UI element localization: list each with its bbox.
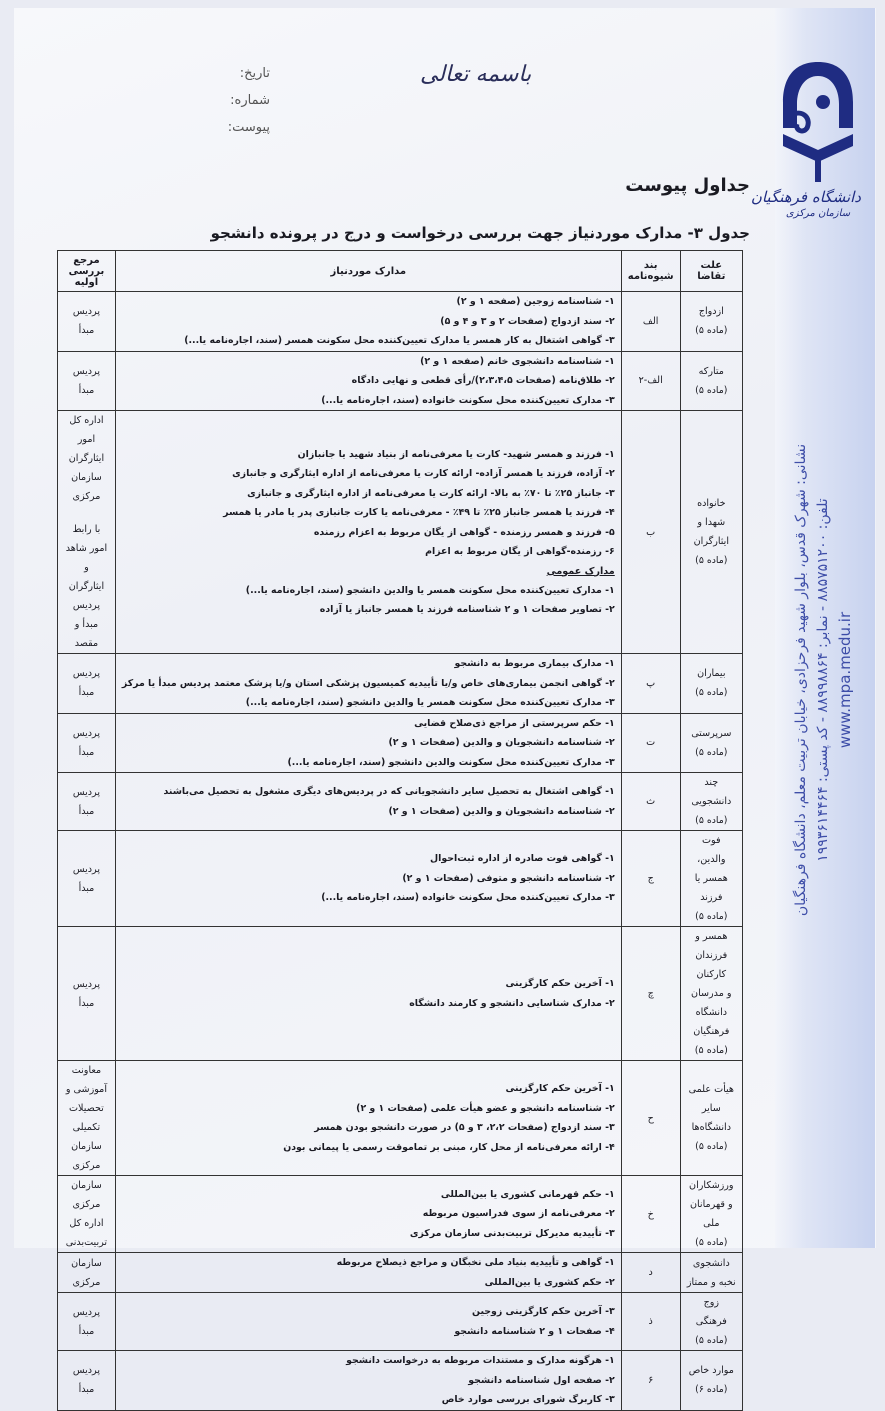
cell-clause: ح: [621, 1061, 680, 1176]
cell-documents: [115, 1351, 621, 1411]
cell-documents: [115, 654, 621, 714]
general-document-item: ۱- مدارک تعیین‌کننده محل سکونت همسر یا والدین دانشجو (سند، اجاره‌نامه یا...): [245, 584, 615, 596]
number-label: شماره:: [230, 93, 270, 108]
article-ref: (ماده ۵): [695, 687, 728, 699]
letter-meta: [190, 60, 270, 141]
table-row: [58, 831, 743, 927]
document-item: ۲- حکم کشوری یا بین‌المللی: [484, 1276, 615, 1288]
cell-reference: [58, 713, 116, 773]
document-item: ۱- حکم سرپرستی از مراجع ذی‌صلاح قضایی: [414, 717, 615, 729]
cause-label: چند دانشجویی: [691, 777, 732, 807]
document-item: ۲- صفحه اول شناسنامه دانشجو: [468, 1374, 615, 1386]
cell-clause: ج: [621, 831, 680, 927]
cause-line: و مدرسان دانشگاه: [691, 988, 732, 1018]
column-header-cause: علت تقاضا: [680, 251, 742, 292]
attachment-label: پیوست:: [227, 120, 270, 135]
cell-cause: [680, 1176, 742, 1253]
article-ref: (ماده ۵): [695, 384, 728, 396]
cell-clause: ذ: [621, 1293, 680, 1351]
cell-documents: [115, 1293, 621, 1351]
cause-label: بیماران: [697, 668, 726, 680]
cell-reference: [58, 654, 116, 714]
cell-documents: [115, 292, 621, 352]
document-item: ۳- آخرین حکم کارگزینی زوجین: [472, 1306, 615, 1317]
cell-documents: [115, 773, 621, 831]
cell-reference: [58, 351, 116, 411]
document-item: ۲- مدارک شناسایی دانشجو و کارمند دانشگاه: [409, 997, 615, 1009]
reference-label: پردیس مبدأ: [72, 786, 100, 817]
cause-line: ملی: [703, 1218, 720, 1229]
cause-line: هیأت علمی سایر: [688, 1084, 734, 1114]
document-item: ۳- مدارک تعیین‌کننده محل سکونت خانواده (سند، اجاره‌نامه یا...): [321, 892, 615, 904]
cell-reference: [58, 1293, 116, 1351]
logo-emblem-icon: [779, 58, 857, 186]
cell-documents: [115, 927, 621, 1061]
document-item: ۲- شناسنامه دانشجو و متوفی (صفحات ۱ و ۲): [402, 872, 615, 884]
document-item: ۲- معرفی‌نامه از سوی فدراسیون مربوطه: [422, 1208, 615, 1220]
column-header-documents: مدارک موردنیاز: [115, 251, 621, 292]
reference-line: ایثارگران سازمان: [68, 453, 105, 483]
table-row: [58, 1293, 743, 1351]
document-item: ۴- صفحات ۱ و ۲ شناسنامه دانشجو: [454, 1325, 615, 1337]
document-item: ۱- گواهی اشتغال به تحصیل سایر دانشجویانی که در پردیس‌های دیگری مشغول به تحصیل می‌باشند: [163, 786, 615, 797]
general-document-item: ۲- تصاویر صفحات ۱ و ۲ شناسنامه فرزند یا همسر جانباز یا آزاده: [319, 604, 615, 615]
cell-cause: [680, 773, 742, 831]
date-label: تاریخ:: [239, 66, 270, 81]
reference-label: پردیس مبدأ: [72, 978, 100, 1009]
table-row: [58, 1253, 743, 1293]
document-item: ۴- ارائه معرفی‌نامه از محل کار، مبنی بر تماموقت رسمی یا پیمانی بودن: [283, 1141, 615, 1153]
table-title: جدول ۳- مدارک موردنیاز جهت بررسی درخواست و درج در پرونده دانشجو: [210, 224, 750, 242]
cell-clause: ۶: [621, 1351, 680, 1411]
logo-subtitle: سازمان مرکزی: [785, 208, 851, 219]
document-item: ۱- حکم قهرمانی کشوری یا بین‌المللی: [440, 1188, 615, 1200]
document-item: ۱- آخرین حکم کارگزینی: [505, 978, 615, 989]
reference-label: پردیس مبدأ: [72, 727, 100, 758]
cause-label: متارکه: [698, 365, 724, 377]
article-ref: (ماده ۵): [695, 815, 728, 826]
cell-reference: [58, 1253, 116, 1293]
article-ref: (ماده ۵): [695, 555, 728, 566]
document-item: ۱- گواهی فوت صادره از اداره ثبت‌احوال: [430, 853, 615, 865]
cell-cause: [680, 831, 742, 927]
cell-reference: [58, 1351, 116, 1411]
table-row: [58, 1176, 743, 1253]
cause-label: سرپرستی: [691, 727, 732, 739]
contact-website: www.mpa.medu.ir: [836, 611, 854, 749]
reference-line: اداره کل تربیت‌بدنی: [65, 1218, 108, 1248]
cause-label: خانواده شهدا و ایثارگران: [693, 498, 729, 547]
cause-label: زوج فرهنگی: [695, 1297, 727, 1327]
table-row: [58, 1061, 743, 1176]
cell-reference: [58, 831, 116, 927]
document-item: ۳- کاربرگ شورای بررسی موارد خاص: [441, 1394, 615, 1405]
cell-clause: خ: [621, 1176, 680, 1253]
document-item: ۱- مدارک بیماری مربوط به دانشجو: [454, 658, 615, 669]
invocation-heading: باسمه تعالی: [420, 62, 532, 87]
document-item: ۱- هرگونه مدارک و مستندات مربوطه به درخواست دانشجو: [346, 1355, 615, 1366]
document-item: ۱- آخرین حکم کارگزینی: [505, 1083, 615, 1094]
table-row: [58, 1351, 743, 1411]
reference-label: پردیس مبدأ: [72, 1365, 100, 1396]
cause-line: فرزند: [700, 892, 723, 903]
document-item: ۳- تأییدیه مدیرکل تربیت‌بدنی سازمان مرکزی: [409, 1227, 615, 1239]
cell-clause: چ: [621, 927, 680, 1061]
table-row: [58, 351, 743, 411]
reference-line: سازمان مرکزی: [71, 1141, 102, 1171]
reference-label: پردیس مبدأ: [72, 863, 100, 894]
document-item: ۶- رزمنده-گواهی از یگان مربوط به اعزام: [425, 546, 615, 557]
cell-clause: ث: [621, 773, 680, 831]
cell-documents: [115, 1176, 621, 1253]
cell-clause: د: [621, 1253, 680, 1293]
cause-line: همسر و فرزندان کارکنان: [695, 931, 728, 980]
document-item: ۲- آزاده، فرزند یا همسر آزاده- ارائه کارت یا معرفی‌نامه از اداره ایثارگری و جانبازی: [232, 468, 615, 479]
article-ref: (ماده ۵): [695, 1335, 728, 1346]
reference-line: [64, 506, 109, 520]
cause-line: دانشگاه‌ها: [691, 1122, 731, 1133]
document-item: ۲- شناسنامه دانشجویان و والدین (صفحات ۱ و ۲): [388, 737, 615, 748]
document-item: ۲- شناسنامه دانشجو و عضو هیأت علمی (صفحات ۱ و ۲): [356, 1102, 615, 1114]
article-ref: (ماده ۵): [695, 1141, 728, 1152]
article-ref: (ماده ۵): [695, 1237, 728, 1248]
table-row: [58, 927, 743, 1061]
document-item: ۳- مدارک تعیین‌کننده محل سکونت خانواده (سند، اجاره‌نامه یا...): [321, 394, 615, 406]
table-row: [58, 411, 743, 654]
column-header-reference: مرجع بررسی اولیه: [58, 251, 116, 292]
cell-cause: [680, 927, 742, 1061]
document-item: ۲- طلاق‌نامه (صفحات ۲،۳،۴،۵)/رأی قطعی و نهایی دادگاه: [351, 375, 615, 386]
letterhead-contact-strip: [790, 240, 880, 1120]
document-item: ۱- فرزند و همسر شهید- کارت یا معرفی‌نامه از بنیاد شهید یا جانبازان: [297, 448, 615, 460]
document-item: ۲- گواهی انجمن بیماری‌های خاص و/یا تأییدیه کمیسیون پزشکی استان و/یا پزشک معتمد پردیس مبدأ یا مرکز: [121, 677, 615, 689]
cell-documents: [115, 1253, 621, 1293]
logo-name: دانشگاه فرهنگیان: [750, 188, 861, 206]
cell-clause: پ: [621, 654, 680, 714]
document-item: ۵- فرزند و همسر رزمنده - گواهی از یگان مربوط به اعزام رزمنده: [313, 526, 615, 538]
document-item: ۳- سند ازدواج (صفحات ۲،۲، ۳ و ۵) در صورت دانشجو بودن همسر: [314, 1122, 615, 1133]
document-item: ۳- گواهی اشتغال به کار همسر یا مدارک تعیین‌کننده محل سکونت همسر (سند، اجاره‌نامه یا...): [184, 335, 615, 346]
contact-address: نشانی: شهرک قدس، بلوار شهید فرحزادی، خیابان تربیت معلم، دانشگاه فرهنگیان: [793, 443, 809, 917]
cell-cause: [680, 1293, 742, 1351]
table-row: [58, 773, 743, 831]
required-documents-table: [57, 250, 743, 1411]
cause-line: فوت والدین، همسر یا: [694, 835, 728, 884]
reference-line: سازمان مرکزی: [71, 1180, 102, 1210]
cell-documents: [115, 411, 621, 654]
document-item: ۴- فرزند یا همسر جانباز ۲۵٪ تا ۴۹٪ - معرفی‌نامه یا کارت جانبازی پدر یا مادر یا همسر: [223, 507, 615, 518]
reference-line: تحصیلات تکمیلی: [69, 1103, 104, 1133]
cell-clause: ب: [621, 411, 680, 654]
document-item: ۱- شناسنامه زوجین (صفحه ۱ و ۲): [456, 296, 615, 307]
article-ref: (ماده ۵): [695, 325, 728, 337]
document-item: ۱- شناسنامه دانشجوی خانم (صفحه ۱ و ۲): [420, 355, 615, 367]
cell-reference: [58, 773, 116, 831]
table-row: [58, 654, 743, 714]
page-title: جداول پیوست: [625, 175, 750, 196]
cell-cause: [680, 292, 742, 352]
document-item: ۱- گواهی و تأییدیه بنیاد ملی نخبگان و مراجع ذیصلاح مربوطه: [336, 1257, 615, 1268]
reference-line: با رابط امور شاهد و: [65, 524, 108, 573]
cell-documents: [115, 1061, 621, 1176]
cell-reference: [58, 1061, 116, 1176]
cell-reference: [58, 927, 116, 1061]
cell-reference: [58, 292, 116, 352]
cell-cause: [680, 1253, 742, 1293]
general-documents-heading: مدارک عمومی: [546, 565, 615, 577]
cell-cause: [680, 1061, 742, 1176]
cell-clause: الف: [621, 292, 680, 352]
cell-cause: [680, 351, 742, 411]
cause-label: موارد خاص: [688, 1365, 734, 1377]
cause-label: ازدواج: [698, 306, 724, 318]
cause-line: فرهنگیان (ماده ۵): [693, 1026, 730, 1056]
university-logo: [750, 58, 861, 238]
cell-cause: [680, 713, 742, 773]
document-item: ۳- مدارک تعیین‌کننده محل سکونت همسر یا والدین دانشجو (سند، اجاره‌نامه یا...): [245, 697, 615, 708]
article-ref: (ماده ۶): [695, 1384, 728, 1396]
cell-clause: ت: [621, 713, 680, 773]
reference-line: مرکزی: [72, 491, 101, 502]
document-item: ۳- مدارک تعیین‌کننده محل سکونت والدین دانشجو (سند، اجاره‌نامه یا...): [287, 756, 615, 768]
column-header-clause: بند شیوه‌نامه: [621, 251, 680, 292]
table-row: [58, 292, 743, 352]
document-item: ۲- سند ازدواج (صفحات ۲ و ۳ و ۴ و ۵): [440, 315, 615, 327]
cell-reference: [58, 1176, 116, 1253]
table-row: [58, 713, 743, 773]
reference-label: پردیس مبدأ: [72, 365, 100, 396]
reference-label: پردیس مبدأ: [72, 306, 100, 337]
table-header-row: [58, 251, 743, 292]
cell-documents: [115, 351, 621, 411]
document-item: ۲- شناسنامه دانشجویان و والدین (صفحات ۱ و ۲): [388, 805, 615, 817]
cell-clause: الف-۲: [621, 351, 680, 411]
cell-cause: [680, 1351, 742, 1411]
reference-label: پردیس مبدأ: [72, 668, 100, 699]
reference-line: اداره کل امور: [69, 415, 104, 445]
cell-documents: [115, 831, 621, 927]
reference-line: ایثارگران پردیس: [68, 581, 105, 611]
reference-label: سازمان مرکزی: [71, 1257, 102, 1288]
reference-line: معاونت آموزشی و: [65, 1065, 107, 1095]
cause-line: ورزشکاران و قهرمانان: [689, 1180, 734, 1210]
article-ref: (ماده ۵): [695, 911, 728, 922]
cell-reference: [58, 411, 116, 654]
reference-label: پردیس مبدأ: [72, 1306, 100, 1337]
article-ref: (ماده ۵): [695, 746, 728, 758]
document-item: ۳- جانباز ۲۵٪ تا ۷۰٪ به بالا- ارائه کارت یا معرفی‌نامه از اداره ایثارگری و جانبازی: [247, 487, 615, 499]
cell-documents: [115, 713, 621, 773]
reference-line: مبدأ و مقصد: [74, 619, 99, 649]
contact-phone: تلفن: ۸۸۵۷۵۱۲۰۰ - نمابر: ۸۸۹۹۸۸۶۴ - کد پستی: ۱۹۹۳۶۱۴۴۶۴: [815, 498, 831, 862]
cause-label: دانشجوی نخبه و ممتاز: [686, 1257, 736, 1288]
cell-cause: [680, 654, 742, 714]
cell-cause: [680, 411, 742, 654]
